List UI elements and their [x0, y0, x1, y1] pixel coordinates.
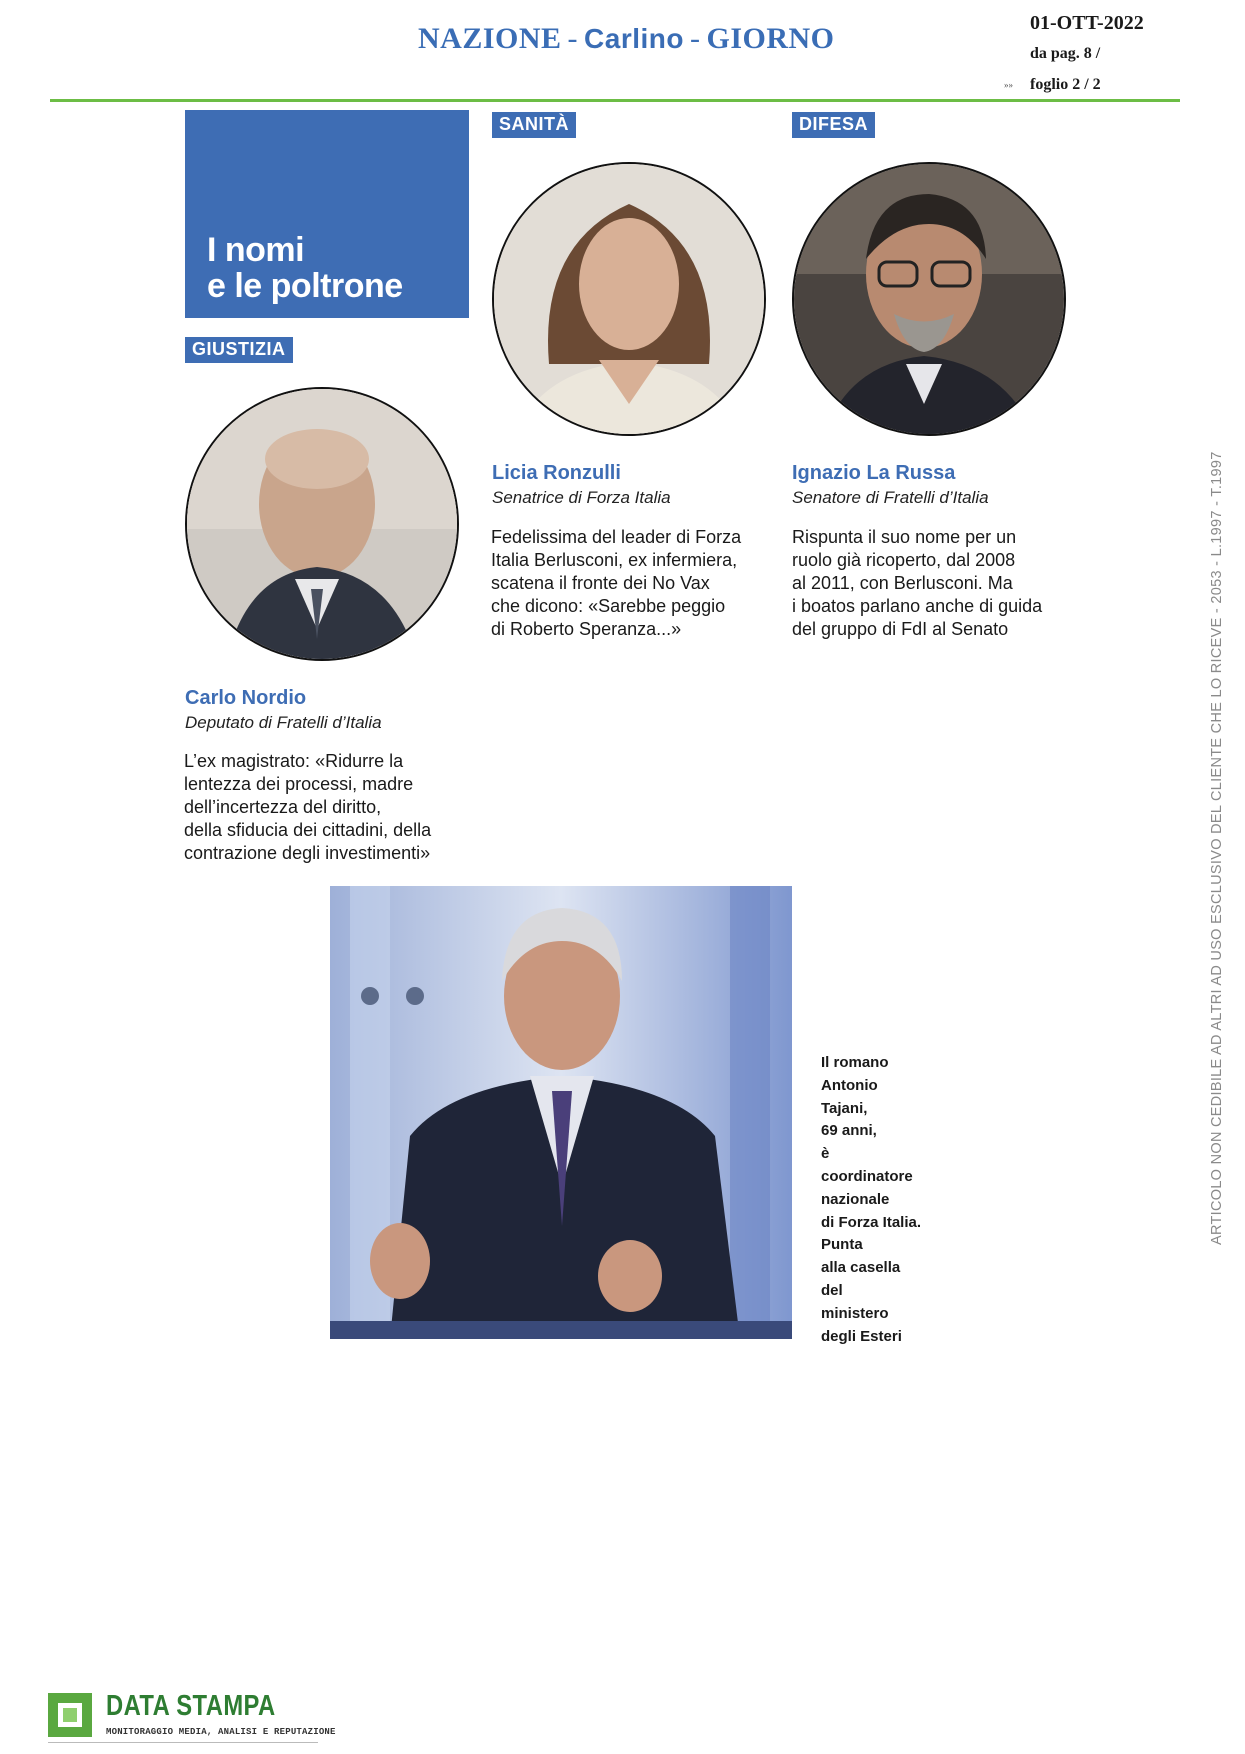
profile-text	[792, 526, 1042, 641]
caption-line: Antonio	[821, 1076, 878, 1094]
section-tag-difesa: DIFESA	[792, 112, 875, 138]
text-line: scatena il fronte dei No Vax	[491, 573, 710, 593]
profile-text	[491, 526, 741, 641]
data-stampa-logo-icon	[48, 1693, 92, 1737]
masthead-carlino: Carlino	[584, 23, 684, 54]
caption-line: Il romano	[821, 1054, 889, 1071]
caption-line: Punta	[821, 1236, 863, 1254]
caption-line: coordinatore	[821, 1167, 913, 1185]
text-line: che dicono: «Sarebbe peggio	[491, 596, 726, 616]
section-tag-giustizia: GIUSTIZIA	[185, 337, 293, 363]
profile-name: Ignazio La Russa	[792, 462, 956, 484]
portrait-image	[494, 164, 764, 434]
masthead-nazione: NAZIONE	[418, 22, 562, 55]
sheet-number: foglio 2 / 2	[1030, 76, 1101, 93]
masthead-separator: -	[567, 22, 579, 55]
portrait-image	[187, 389, 457, 659]
caption-line: del	[821, 1281, 843, 1299]
text-line: i boatos parlano anche di guida	[792, 596, 1043, 616]
caption-line: alla casella	[821, 1259, 901, 1277]
portrait-image	[794, 164, 1064, 434]
page-reference: da pag. 8 /	[1030, 45, 1101, 62]
text-line: ruolo già ricoperto, dal 2008	[792, 550, 1016, 570]
text-line: Fedelissima del leader di Forza	[491, 527, 742, 547]
article-title	[207, 232, 403, 304]
text-line: Italia Berlusconi, ex infermiera,	[491, 550, 738, 570]
photo-antonio-tajani	[330, 886, 792, 1339]
caption-line: di Forza Italia.	[821, 1213, 922, 1231]
title-line-2: e le poltrone	[207, 267, 403, 305]
logo-underline	[48, 1742, 318, 1743]
copyright-notice: ARTICOLO NON CEDIBILE AD ALTRI AD USO ESCLUSIVO DEL CLIENTE CHE LO RICEVE - 2053 - L.1997 - T.1997	[1209, 451, 1225, 1245]
text-line: della sfiducia dei cittadini, della	[184, 820, 432, 840]
profile-name: Carlo Nordio	[185, 687, 307, 709]
title-line-1: I nomi	[207, 231, 305, 269]
profile-role: Senatore di Fratelli d’Italia	[792, 488, 989, 507]
text-line: lentezza dei processi, madre	[184, 774, 414, 794]
logo-name: DATA STAMPA	[106, 1690, 276, 1722]
text-line: di Roberto Speranza...»	[491, 619, 682, 639]
text-line: contrazione degli investimenti»	[184, 843, 431, 863]
masthead-giorno: GIORNO	[706, 22, 835, 55]
header-divider	[50, 99, 1180, 102]
photo-caption	[821, 1052, 921, 1348]
caption-line: 69 anni,	[821, 1122, 877, 1140]
caption-line: ministero	[821, 1304, 889, 1322]
text-line: del gruppo di FdI al Senato	[792, 619, 1009, 639]
caption-line: Tajani,	[821, 1099, 868, 1117]
portrait-carlo-nordio	[185, 387, 459, 661]
masthead-separator: -	[690, 22, 701, 55]
issue-date: 01-OTT-2022	[1030, 12, 1144, 34]
photo-image	[330, 886, 792, 1339]
profile-text	[184, 750, 431, 865]
title-box	[185, 110, 469, 318]
profile-role: Senatrice di Forza Italia	[492, 488, 671, 507]
profile-name: Licia Ronzulli	[492, 462, 621, 484]
portrait-licia-ronzulli	[492, 162, 766, 436]
arrow-marker: »»	[1004, 80, 1013, 90]
masthead	[418, 22, 835, 56]
caption-line: degli Esteri	[821, 1327, 902, 1345]
text-line: Rispunta il suo nome per un	[792, 527, 1017, 547]
logo-tagline: MONITORAGGIO MEDIA, ANALISI E REPUTAZIONE	[106, 1727, 336, 1737]
profile-role: Deputato di Fratelli d’Italia	[185, 713, 382, 732]
portrait-ignazio-la-russa	[792, 162, 1066, 436]
text-line: dell’incertezza del diritto,	[184, 797, 382, 817]
text-line: al 2011, con Berlusconi. Ma	[792, 573, 1013, 593]
section-tag-sanita: SANITÀ	[492, 112, 576, 138]
caption-line: è	[821, 1145, 830, 1163]
text-line: L’ex magistrato: «Ridurre la	[184, 751, 404, 771]
caption-line: nazionale	[821, 1190, 890, 1208]
